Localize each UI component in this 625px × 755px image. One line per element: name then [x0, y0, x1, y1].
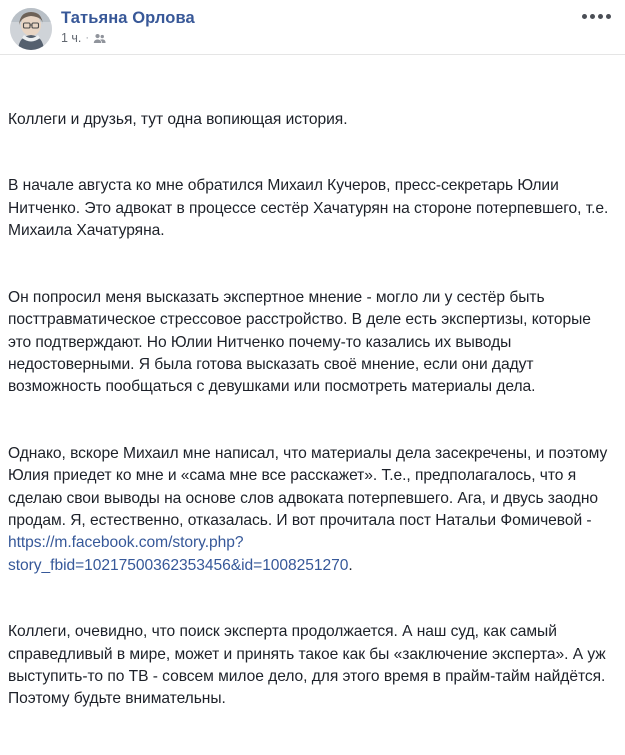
post-link-line-1[interactable]: https://m.facebook.com/story.php?: [8, 534, 244, 552]
post-timestamp[interactable]: 1 ч.: [61, 31, 82, 45]
post-author-name[interactable]: Татьяна Орлова: [61, 9, 195, 27]
dot: [606, 14, 611, 19]
post-header-text: [61, 8, 195, 46]
post-paragraph-4: [8, 443, 617, 577]
friends-icon[interactable]: [93, 32, 106, 45]
more-options-icon[interactable]: [582, 14, 611, 19]
meta-separator-dot: ·: [85, 32, 90, 44]
post-paragraph-3: Он попросил меня высказать экспертное мнение - могло ли у сестёр быть посттравматическое стрессовое расстройство. В деле есть экспертизы, которые это подтверждают. Но Юлии Нитченко почему-то казались их выводы недостоверными. Я была готова высказать своё мнение, если они дадут возможность пообщаться с девушками или посмотреть материалы дела.: [8, 288, 596, 396]
dot: [582, 14, 587, 19]
post-text: [0, 55, 625, 755]
post-link-line-2[interactable]: story_fbid=10217500362353456&id=1008251270: [8, 556, 349, 574]
post-paragraph-1: Коллеги и друзья, тут одна вопиющая история.: [8, 110, 348, 128]
dot: [598, 14, 603, 19]
post-paragraph-5: Коллеги, очевидно, что поиск эксперта продолжается. А наш суд, как самый справедливый в мире, может и принять такое как бы «заключение эксперта». А уж выступить-то по ТВ - совсем милое дело, для этого время в прайм-тайм найдётся. Поэтому будьте внимательны.: [8, 623, 610, 708]
post-meta: [61, 31, 195, 46]
post-header: [0, 0, 625, 54]
avatar[interactable]: [10, 8, 52, 50]
post-paragraph-4-text: Однако, вскоре Михаил мне написал, что материалы дела засекречены, и поэтому Юлия приедет ко мне и «сама мне все расскажет». Т.е., предполагалось, что я сделаю свои выводы на основе слов адвоката потерпевшего. Ага, и двусь заодно продам. Я, естественно, отказалась. И вот прочитала пост Натальи Фомичевой -: [8, 445, 612, 529]
post-paragraph-2: В начале августа ко мне обратился Михаил Кучеров, пресс-секретарь Юлии Нитченко. Это адвокат в процессе сестёр Хачатурян на стороне потерпевшего, т.е. Михаила Хачатуряна.: [8, 177, 613, 240]
post-link-trailing-period: .: [348, 556, 353, 574]
dot: [590, 14, 595, 19]
